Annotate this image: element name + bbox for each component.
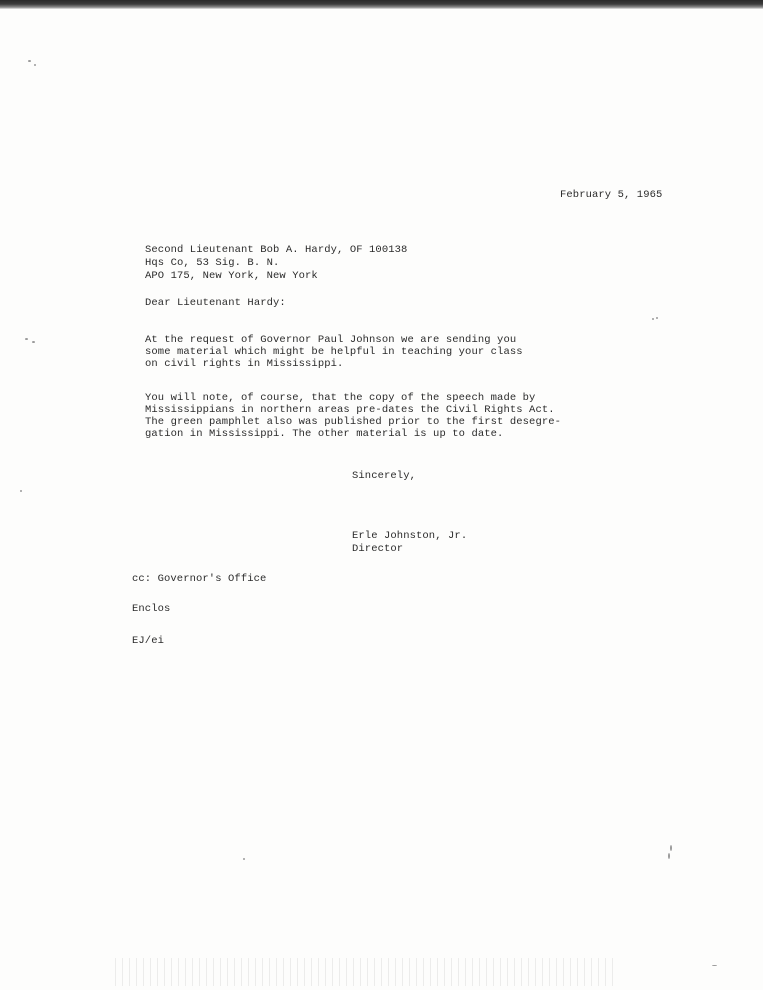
closing: Sincerely,	[352, 470, 417, 482]
signer-name: Erle Johnston, Jr.	[352, 530, 468, 542]
salutation: Dear Lieutenant Hardy:	[145, 297, 286, 309]
scan-speck	[34, 64, 36, 66]
scan-speck	[243, 858, 245, 860]
scan-speck	[25, 338, 28, 340]
scan-speck	[32, 341, 35, 343]
paragraph-1-line-1: At the request of Governor Paul Johnson we are sending you	[145, 334, 517, 346]
scan-speck	[20, 490, 22, 492]
paragraph-2-line-1: You will note, of course, that the copy of the speech made by	[145, 392, 536, 404]
scan-bottom-noise	[115, 958, 615, 986]
scan-top-edge	[0, 0, 763, 9]
scan-speck	[28, 60, 31, 62]
paragraph-2-line-3: The green pamphlet also was published prior to the first desegre-	[145, 416, 562, 428]
address-line-2: Hqs Co, 53 Sig. B. N.	[145, 257, 280, 269]
address-line-1: Second Lieutenant Bob A. Hardy, OF 100138	[145, 244, 408, 256]
paragraph-1-line-2: some material which might be helpful in teaching your class	[145, 346, 523, 358]
initials-line: EJ/ei	[132, 635, 165, 647]
paragraph-1-line-3: on civil rights in Mississippi.	[145, 358, 344, 370]
enclosures-line: Enclos	[132, 603, 171, 615]
cc-line: cc: Governor's Office	[132, 573, 267, 585]
signer-title: Director	[352, 543, 404, 555]
paragraph-2-line-4: gation in Mississippi. The other material is up to date.	[145, 428, 504, 440]
letter-date: February 5, 1965	[560, 189, 663, 201]
address-line-3: APO 175, New York, New York	[145, 270, 318, 282]
scan-speck	[656, 317, 658, 319]
scan-speck	[652, 318, 654, 320]
paragraph-2-line-2: Mississippians in northern areas pre-dates the Civil Rights Act.	[145, 404, 555, 416]
scan-speck	[668, 853, 670, 859]
scan-speck	[670, 845, 672, 851]
scan-speck	[712, 965, 717, 966]
